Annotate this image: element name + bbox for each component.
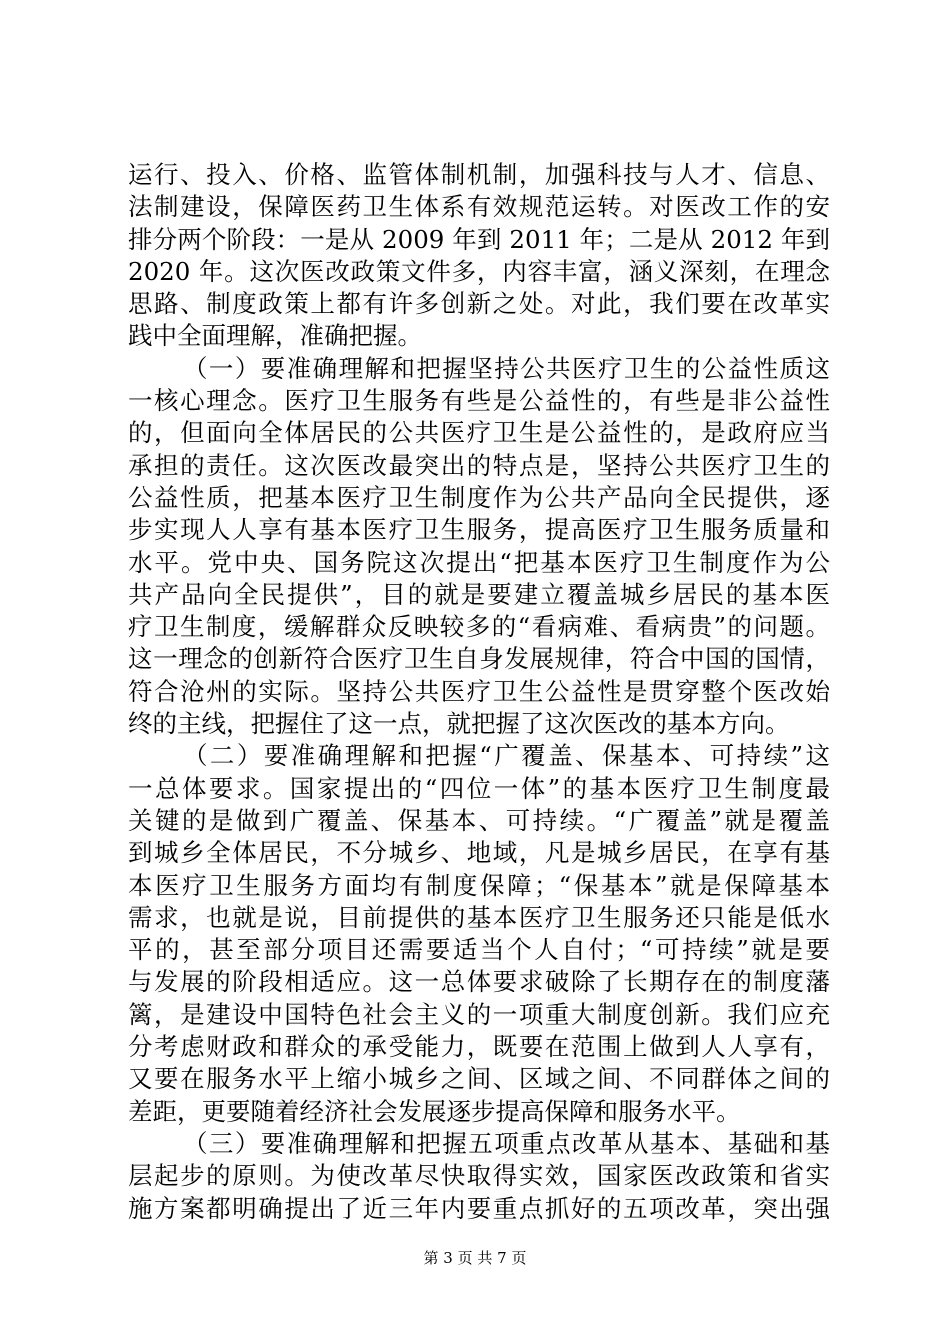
paragraph-first-line: （一）要准确理解和把握坚持公共医疗卫生的公益性质这	[183, 353, 830, 383]
text-line: 关键的是做到广覆盖、保基本、可持续。“广覆盖”就是覆盖	[128, 805, 830, 835]
text-line: 需求，也就是说，目前提供的基本医疗卫生服务还只能是低水	[128, 902, 830, 932]
text-line: 施方案都明确提出了近三年内要重点抓好的五项改革，突出强	[128, 1193, 830, 1223]
text-line: 一核心理念。医疗卫生服务有些是公益性的，有些是非公益性	[128, 386, 830, 416]
text-line: 思路、制度政策上都有许多创新之处。对此，我们要在改革实	[128, 289, 830, 319]
text-line: 这一理念的创新符合医疗卫生自身发展规律，符合中国的国情，	[128, 644, 830, 674]
text-line: 承担的责任。这次医改最突出的特点是，坚持公共医疗卫生的	[128, 450, 830, 480]
text-line: 到城乡全体居民，不分城乡、地域，凡是城乡居民，在享有基	[128, 838, 830, 868]
text-line: 又要在服务水平上缩小城乡之间、区域之间、不同群体之间的	[128, 1064, 830, 1094]
text-line: 共产品向全民提供”，目的就是要建立覆盖城乡居民的基本医	[128, 579, 830, 609]
text-line: 步实现人人享有基本医疗卫生服务，提高医疗卫生服务质量和	[128, 515, 830, 545]
text-line: 践中全面理解，准确把握。	[128, 321, 422, 351]
text-line: 水平。党中央、国务院这次提出“把基本医疗卫生制度作为公	[128, 547, 830, 577]
text-line: 平的，甚至部分项目还需要适当个人自付；“可持续”就是要	[128, 935, 830, 965]
text-line: 与发展的阶段相适应。这一总体要求破除了长期存在的制度藩	[128, 967, 830, 997]
text-line: 本医疗卫生服务方面均有制度保障；“保基本”就是保障基本	[128, 870, 830, 900]
text-line: 2020 年。这次医改政策文件多，内容丰富，涵义深刻，在理念	[128, 256, 830, 286]
text-line: 终的主线，把握住了这一点，就把握了这次医改的基本方向。	[128, 709, 790, 739]
text-line: 篱，是建设中国特色社会主义的一项重大制度创新。我们应充	[128, 999, 830, 1029]
paragraph-first-line: （二）要准确理解和把握“广覆盖、保基本、可持续”这	[183, 741, 830, 771]
page-footer: 第 3 页 共 7 页	[423, 1249, 527, 1267]
text-line: 运行、投入、价格、监管体制机制，加强科技与人才、信息、	[128, 160, 830, 189]
text-line: 符合沧州的实际。坚持公共医疗卫生公益性是贯穿整个医改始	[128, 676, 830, 706]
text-line: 差距，更要随着经济社会发展逐步提高保障和服务水平。	[128, 1096, 741, 1126]
text-line: 公益性质，把基本医疗卫生制度作为公共产品向全民提供，逐	[128, 482, 830, 512]
text-line: 层起步的原则。为使改革尽快取得实效，国家医改政策和省实	[128, 1161, 830, 1191]
paragraph-first-line: （三）要准确理解和把握五项重点改革从基本、基础和基	[183, 1128, 830, 1158]
text-line: 排分两个阶段：一是从 2009 年到 2011 年；二是从 2012 年到	[128, 224, 830, 254]
text-line: 分考虑财政和群众的承受能力，既要在范围上做到人人享有，	[128, 1032, 830, 1062]
document-body	[128, 159, 830, 1225]
text-line: 的，但面向全体居民的公共医疗卫生是公益性的，是政府应当	[128, 418, 830, 448]
text-line: 法制建设，保障医药卫生体系有效规范运转。对医改工作的安	[128, 192, 830, 222]
text-line: 疗卫生制度，缓解群众反映较多的“看病难、看病贵”的问题。	[128, 612, 830, 642]
text-line: 一总体要求。国家提出的“四位一体”的基本医疗卫生制度最	[128, 773, 830, 803]
